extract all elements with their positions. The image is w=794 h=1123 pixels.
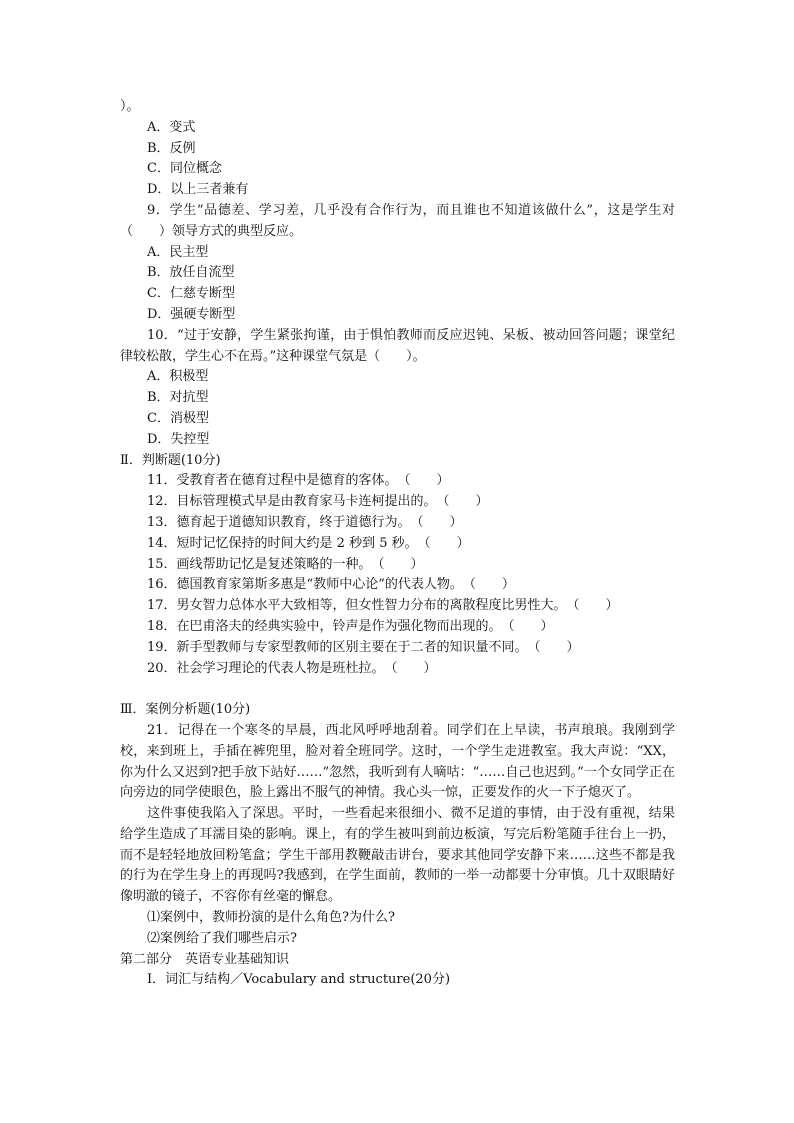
judgment-item: 12．目标管理模式早是由教育家马卡连柯提出的。 （ ） bbox=[147, 494, 489, 510]
judgment-item: 20．社会学习理论的代表人物是班杜拉。 （ ） bbox=[147, 660, 437, 676]
judgment-item: 13．德育起于道德知识教育，终于道德行为。 （ ） bbox=[147, 514, 463, 530]
q10-option-b: B．对抗型 bbox=[147, 390, 209, 406]
q9-option-a: A．民主型 bbox=[147, 244, 209, 260]
judgment-item: 19．新手型教师与专家型教师的区别主要在于二者的知识量不同。 （ ） bbox=[147, 639, 580, 655]
q10-option-d: D．失控型 bbox=[147, 431, 210, 447]
q9-option-c: C．仁慈专断型 bbox=[147, 286, 235, 302]
q9-option-d: D．强硬专断型 bbox=[147, 306, 236, 322]
case-question-2: ⑵案例给了我们哪些启示? bbox=[147, 930, 297, 946]
q9-option-b: B．放任自流型 bbox=[147, 265, 235, 281]
q8-tail: ）。 bbox=[120, 99, 140, 114]
q8-option-b: B．反例 bbox=[147, 140, 196, 156]
case-paragraph-1: 21．记得在一个寒冬的早晨，西北风呼呼地刮着。同学们在上早读，书声琅琅。我刚到学校，来到班上，手插在裤兜里，脸对着全班同学。这时，一个学生走进教室。我大声说：“XX，你为什么又迟到?把手放下站好……”忽然，我听到有人嘀咕：“……自己也迟到。”一个女同学正在向旁边的同学使眼色，脸上露出不服气的神情。我心头一惊，正要发作的火一下子熄灭了。 bbox=[120, 722, 675, 801]
q9-stem: 9．学生“品德差、学习差，几乎没有合作行为，而且谁也不知道该做什么”，这是学生对（ ）领导方式的典型反应。 bbox=[120, 202, 675, 239]
spacer bbox=[120, 679, 675, 700]
q8-option-d: D．以上三者兼有 bbox=[147, 182, 249, 198]
judgment-item: 14．短时记忆保持的时间大约是 2 秒到 5 秒。 （ ） bbox=[147, 535, 470, 551]
judgment-item: 17．男女智力总体水平大致相等，但女性智力分布的离散程度比男性大。 （ ） bbox=[147, 598, 619, 614]
document-content bbox=[120, 97, 675, 991]
section-3-title: Ⅲ．案例分析题(10分) bbox=[120, 702, 251, 718]
section-2-title: Ⅱ．判断题(10分) bbox=[120, 452, 221, 468]
q10-stem: 10．“过于安静，学生紧张拘谨，由于惧怕教师而反应迟钝、呆板、被动回答问题；课堂纪律较松散，学生心不在焉。”这种课堂气氛是（ ）。 bbox=[120, 327, 675, 364]
judgment-item: 11．受教育者在德育过程中是德育的客体。 （ ） bbox=[147, 473, 450, 489]
judgment-item: 18．在巴甫洛夫的经典实验中，铃声是作为强化物而出现的。 （ ） bbox=[147, 618, 554, 634]
part-2-subtitle: Ⅰ．词汇与结构／Vocabulary and structure(20分) bbox=[147, 972, 451, 988]
q10-option-c: C．消极型 bbox=[147, 410, 209, 426]
case-question-1: ⑴案例中，教师扮演的是什么角色?为什么? bbox=[147, 910, 395, 926]
part-2-title: 第二部分 英语专业基础知识 bbox=[120, 951, 290, 967]
q8-option-a: A．变式 bbox=[147, 119, 196, 135]
case-paragraph-2: 这件事使我陷入了深思。平时，一些看起来很细小、微不足道的事情，由于没有重视，结果给学生造成了耳濡目染的影响。课上，有的学生被叫到前边板演，写完后粉笔随手往台上一扔，而不是轻轻地放回粉笔盒；学生干部用教鞭敲击讲台，要求其他同学安静下来……这些不都是我的行为在学生身上的再现吗?我感到，在学生面前，教师的一举一动都要十分审慎。几十双眼睛好像明澈的镜子，不容你有丝毫的懈怠。 bbox=[120, 806, 675, 905]
q8-option-c: C．同位概念 bbox=[147, 161, 222, 177]
judgment-item: 16．德国教育家第斯多惠是“教师中心论”的代表人物。 （ ） bbox=[147, 577, 515, 593]
q10-option-a: A．积极型 bbox=[147, 369, 209, 385]
judgment-item: 15．画线帮助记忆是复述策略的一种。 （ ） bbox=[147, 556, 424, 572]
